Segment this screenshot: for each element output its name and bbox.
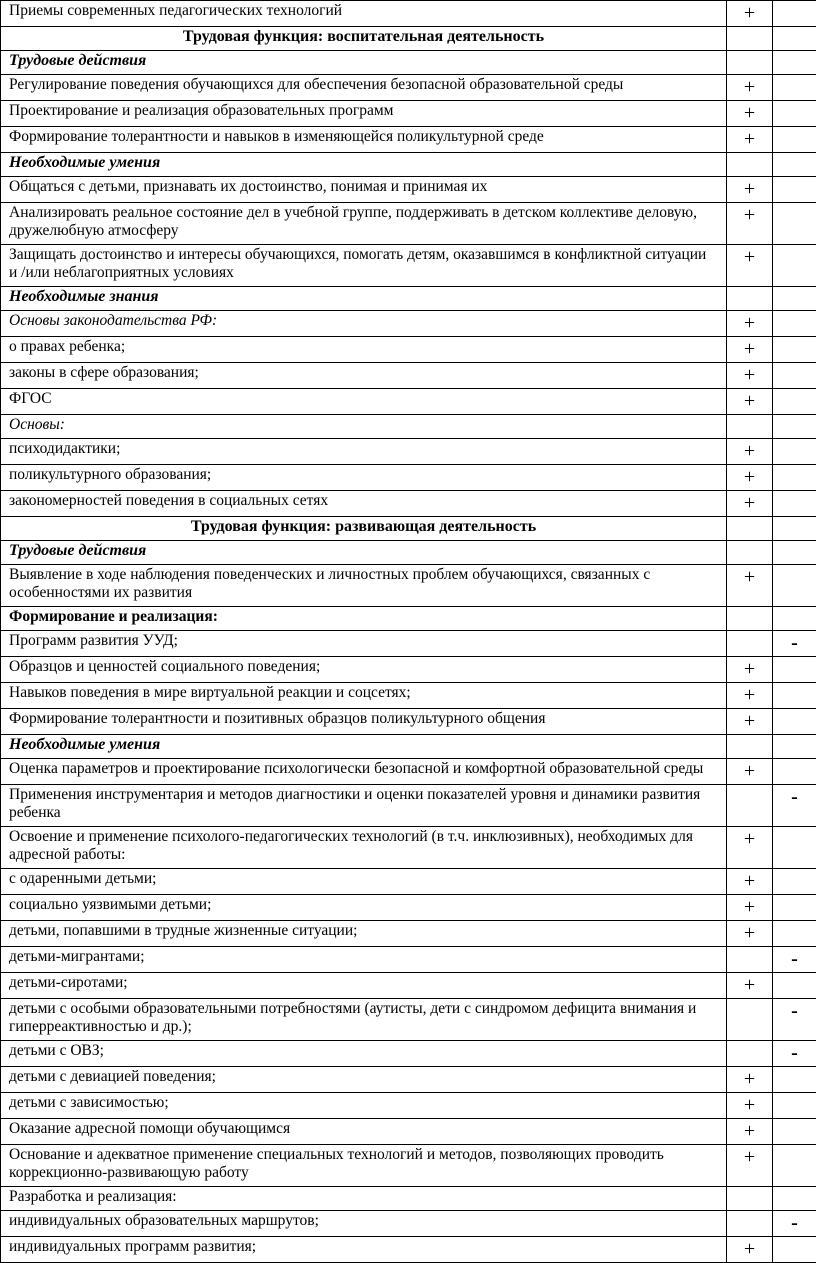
row-text: детьми-мигрантами;: [1, 947, 727, 973]
mark-cell-plus: [727, 1041, 773, 1067]
mark-cell-plus: [727, 947, 773, 973]
row-text: Необходимые умения: [1, 735, 727, 759]
subheading-row: [1, 51, 816, 75]
table-row: [1, 363, 816, 389]
row-text: Освоение и применение психолого-педагогических технологий (в т.ч. инклюзивных), необходимых для адресной работы:: [1, 827, 727, 869]
mark-cell-plus: +: [727, 491, 773, 517]
row-text: Защищать достоинство и интересы обучающихся, помогать детям, оказавшимся в конфликтной ситуации и /или неблагоприятных условиях: [1, 245, 727, 287]
section-header-row: [1, 517, 816, 541]
mark-cell-minus: [773, 973, 816, 999]
mark-cell-minus: [773, 657, 816, 683]
table-row: [1, 245, 816, 287]
table-row: [1, 1093, 816, 1119]
row-text: индивидуальных программ развития;: [1, 1237, 727, 1263]
mark-cell-plus: +: [727, 245, 773, 287]
mark-cell-minus: -: [773, 999, 816, 1041]
table-row: [1, 1, 816, 27]
mark-cell-minus: [773, 607, 816, 631]
mark-cell-minus: [773, 51, 816, 75]
row-text: Трудовые действия: [1, 51, 727, 75]
table-row: [1, 607, 816, 631]
mark-cell-minus: [773, 75, 816, 101]
table-row: [1, 709, 816, 735]
table-row: [1, 101, 816, 127]
table-row: [1, 311, 816, 337]
mark-cell-minus: [773, 127, 816, 153]
row-text: законы в сфере образования;: [1, 363, 727, 389]
mark-cell-minus: [773, 541, 816, 565]
row-text: психодидактики;: [1, 439, 727, 465]
mark-cell-plus: +: [727, 203, 773, 245]
row-text: Трудовые действия: [1, 541, 727, 565]
mark-cell-minus: [773, 1145, 816, 1187]
mark-cell-minus: [773, 735, 816, 759]
mark-cell-minus: [773, 1187, 816, 1211]
mark-cell-minus: [773, 1067, 816, 1093]
row-text: индивидуальных образовательных маршрутов;: [1, 1211, 727, 1237]
mark-cell-minus: [773, 203, 816, 245]
row-text: Формирование и реализация:: [1, 607, 727, 631]
row-text: о правах ребенка;: [1, 337, 727, 363]
table-row: [1, 177, 816, 203]
table-row: [1, 1145, 816, 1187]
mark-cell-plus: [727, 1187, 773, 1211]
row-text: Трудовая функция: воспитательная деятельность: [1, 27, 727, 51]
table-row: [1, 389, 816, 415]
mark-cell-minus: [773, 683, 816, 709]
row-text: Общаться с детьми, признавать их достоинство, понимая и принимая их: [1, 177, 727, 203]
mark-cell-minus: -: [773, 631, 816, 657]
table-row: [1, 947, 816, 973]
table-row: [1, 439, 816, 465]
mark-cell-plus: +: [727, 827, 773, 869]
mark-cell-minus: [773, 27, 816, 51]
mark-cell-minus: [773, 1, 816, 27]
table-row: [1, 1187, 816, 1211]
mark-cell-minus: -: [773, 1211, 816, 1237]
mark-cell-plus: [727, 27, 773, 51]
table-row: [1, 465, 816, 491]
mark-cell-minus: [773, 101, 816, 127]
row-text: Выявление в ходе наблюдения поведенческих и личностных проблем обучающихся, связанных с особенностями их развития: [1, 565, 727, 607]
mark-cell-plus: +: [727, 759, 773, 785]
row-text: Формирование толерантности и навыков в изменяющейся поликультурной среде: [1, 127, 727, 153]
mark-cell-minus: [773, 827, 816, 869]
table-row: [1, 999, 816, 1041]
mark-cell-plus: [727, 607, 773, 631]
row-text: поликультурного образования;: [1, 465, 727, 491]
table-row: [1, 203, 816, 245]
row-text: Оказание адресной помощи обучающимся: [1, 1119, 727, 1145]
row-text: Применения инструментария и методов диагностики и оценки показателей уровня и динамики развития ребенка: [1, 785, 727, 827]
table-row: [1, 759, 816, 785]
mark-cell-minus: -: [773, 785, 816, 827]
mark-cell-plus: [727, 517, 773, 541]
mark-cell-plus: +: [727, 1067, 773, 1093]
mark-cell-minus: [773, 709, 816, 735]
row-text: детьми, попавшими в трудные жизненные ситуации;: [1, 921, 727, 947]
mark-cell-plus: +: [727, 921, 773, 947]
mark-cell-plus: +: [727, 1145, 773, 1187]
row-text: Оценка параметров и проектирование психологически безопасной и комфортной образовательной среды: [1, 759, 727, 785]
mark-cell-plus: [727, 541, 773, 565]
table-row: [1, 1041, 816, 1067]
row-text: Программ развития УУД;: [1, 631, 727, 657]
mark-cell-plus: +: [727, 439, 773, 465]
mark-cell-plus: +: [727, 1, 773, 27]
row-text: детьми с ОВЗ;: [1, 1041, 727, 1067]
mark-cell-plus: +: [727, 127, 773, 153]
table-row: [1, 491, 816, 517]
row-text: Анализировать реальное состояние дел в учебной группе, поддерживать в детском коллективе деловую, дружелюбную атмосферу: [1, 203, 727, 245]
mark-cell-minus: [773, 311, 816, 337]
mark-cell-minus: [773, 759, 816, 785]
mark-cell-minus: [773, 921, 816, 947]
table-row: [1, 631, 816, 657]
table-body: [1, 1, 816, 1263]
mark-cell-minus: [773, 869, 816, 895]
table-row: [1, 785, 816, 827]
subheading-row: [1, 735, 816, 759]
subheading-row: [1, 153, 816, 177]
row-text: Проектирование и реализация образовательных программ: [1, 101, 727, 127]
mark-cell-minus: [773, 389, 816, 415]
table-row: [1, 921, 816, 947]
mark-cell-plus: +: [727, 337, 773, 363]
mark-cell-minus: [773, 565, 816, 607]
mark-cell-plus: [727, 287, 773, 311]
mark-cell-plus: [727, 51, 773, 75]
row-text: детьми-сиротами;: [1, 973, 727, 999]
mark-cell-plus: +: [727, 1237, 773, 1263]
table-row: [1, 1067, 816, 1093]
row-text: ФГОС: [1, 389, 727, 415]
table-row: [1, 565, 816, 607]
row-text: Навыков поведения в мире виртуальной реакции и соцсетях;: [1, 683, 727, 709]
table-row: [1, 657, 816, 683]
mark-cell-minus: [773, 1119, 816, 1145]
mark-cell-minus: [773, 439, 816, 465]
mark-cell-plus: +: [727, 465, 773, 491]
row-text: Разработка и реализация:: [1, 1187, 727, 1211]
subheading-row: [1, 287, 816, 311]
mark-cell-plus: +: [727, 177, 773, 203]
mark-cell-minus: [773, 415, 816, 439]
mark-cell-plus: +: [727, 311, 773, 337]
mark-cell-minus: [773, 153, 816, 177]
row-text: Приемы современных педагогических технологий: [1, 1, 727, 27]
row-text: Трудовая функция: развивающая деятельность: [1, 517, 727, 541]
row-text: Формирование толерантности и позитивных образцов поликультурного общения: [1, 709, 727, 735]
mark-cell-minus: [773, 491, 816, 517]
row-text: Регулирование поведения обучающихся для обеспечения безопасной образовательной среды: [1, 75, 727, 101]
mark-cell-plus: +: [727, 973, 773, 999]
row-text: детьми с девиацией поведения;: [1, 1067, 727, 1093]
table-row: [1, 683, 816, 709]
row-text: социально уязвимыми детьми;: [1, 895, 727, 921]
mark-cell-plus: +: [727, 657, 773, 683]
mark-cell-minus: [773, 337, 816, 363]
subheading-row: [1, 541, 816, 565]
row-text: детьми с зависимостью;: [1, 1093, 727, 1119]
mark-cell-plus: [727, 631, 773, 657]
table-row: [1, 869, 816, 895]
table-row: [1, 415, 816, 439]
row-text: Основы:: [1, 415, 727, 439]
table-row: [1, 1211, 816, 1237]
mark-cell-plus: [727, 785, 773, 827]
mark-cell-plus: +: [727, 363, 773, 389]
row-text: Основы законодательства РФ:: [1, 311, 727, 337]
row-text: Необходимые знания: [1, 287, 727, 311]
mark-cell-plus: [727, 999, 773, 1041]
mark-cell-plus: [727, 415, 773, 439]
mark-cell-plus: +: [727, 101, 773, 127]
mark-cell-plus: +: [727, 709, 773, 735]
section-header-row: [1, 27, 816, 51]
row-text: Основание и адекватное применение специальных технологий и методов, позволяющих проводить коррекционно-развивающую работу: [1, 1145, 727, 1187]
mark-cell-minus: -: [773, 1041, 816, 1067]
mark-cell-minus: [773, 363, 816, 389]
mark-cell-minus: [773, 465, 816, 491]
mark-cell-minus: [773, 287, 816, 311]
mark-cell-plus: [727, 153, 773, 177]
mark-cell-plus: [727, 735, 773, 759]
mark-cell-plus: +: [727, 895, 773, 921]
row-text: с одаренными детьми;: [1, 869, 727, 895]
mark-cell-minus: [773, 895, 816, 921]
table-row: [1, 827, 816, 869]
row-text: Образцов и ценностей социального поведения;: [1, 657, 727, 683]
mark-cell-minus: -: [773, 947, 816, 973]
row-text: закономерностей поведения в социальных сетях: [1, 491, 727, 517]
mark-cell-plus: +: [727, 1093, 773, 1119]
table-row: [1, 75, 816, 101]
mark-cell-minus: [773, 1093, 816, 1119]
row-text: детьми с особыми образовательными потребностями (аутисты, дети с синдромом дефицита внимания и гиперреактивностью и др.);: [1, 999, 727, 1041]
table-row: [1, 973, 816, 999]
mark-cell-minus: [773, 245, 816, 287]
table-row: [1, 127, 816, 153]
table-row: [1, 1119, 816, 1145]
mark-cell-plus: +: [727, 1119, 773, 1145]
mark-cell-plus: +: [727, 683, 773, 709]
mark-cell-minus: [773, 177, 816, 203]
mark-cell-minus: [773, 517, 816, 541]
mark-cell-plus: +: [727, 869, 773, 895]
mark-cell-plus: +: [727, 75, 773, 101]
mark-cell-plus: +: [727, 565, 773, 607]
table-row: [1, 895, 816, 921]
table-row: [1, 337, 816, 363]
mark-cell-plus: +: [727, 389, 773, 415]
mark-cell-plus: [727, 1211, 773, 1237]
row-text: Необходимые умения: [1, 153, 727, 177]
